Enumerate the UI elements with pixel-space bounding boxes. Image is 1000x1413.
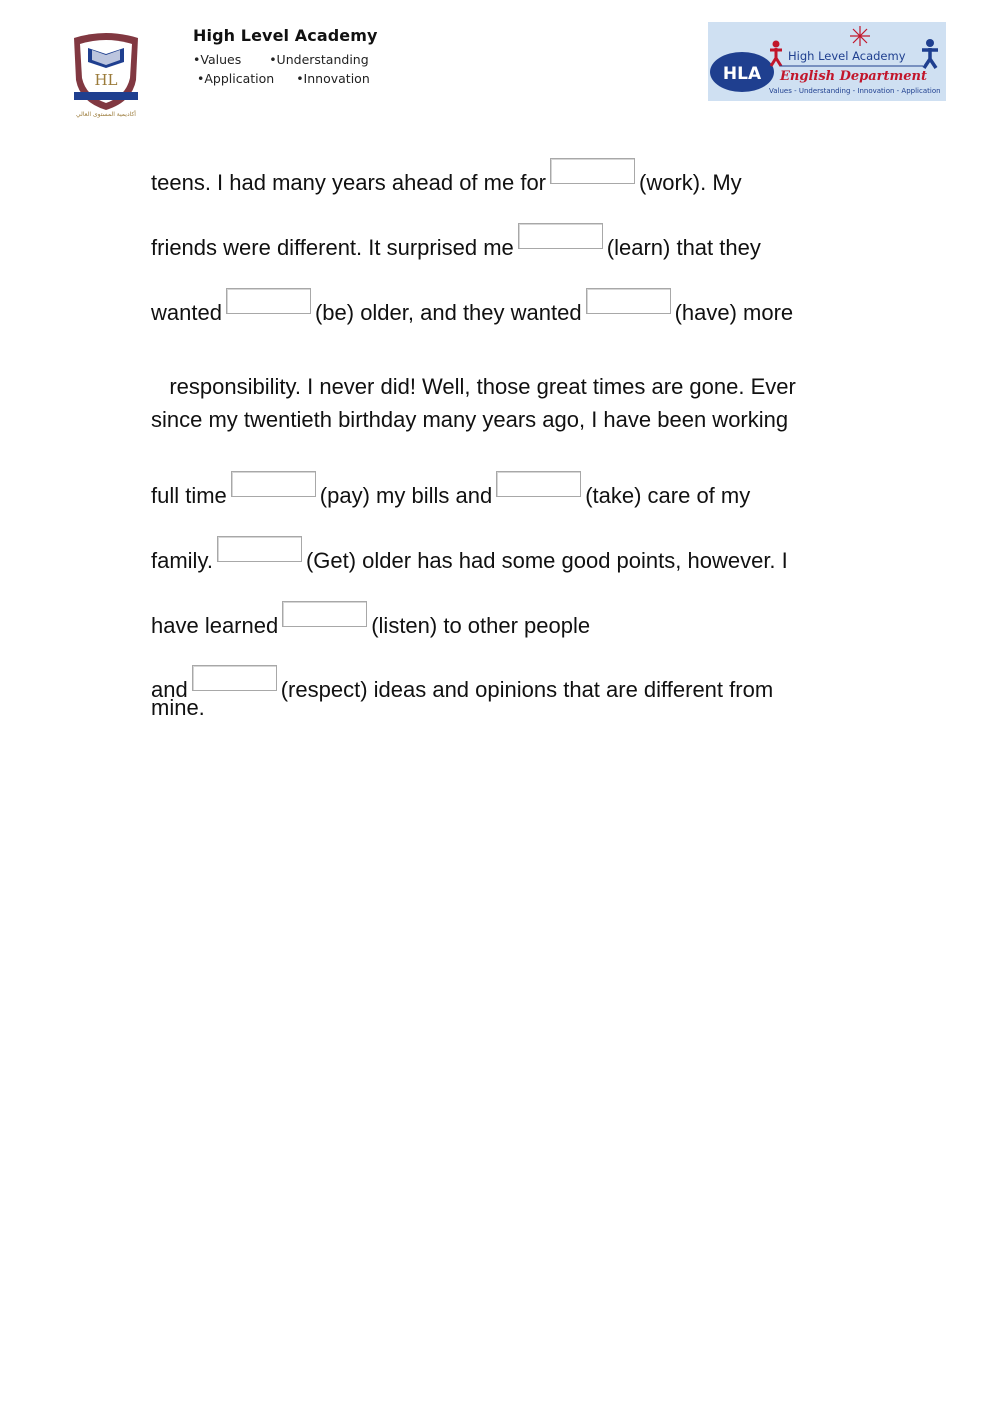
sentence-text: mine. (151, 695, 205, 720)
svg-text:HL: HL (94, 71, 118, 89)
answer-blank-listen[interactable] (282, 601, 367, 627)
sentence-text: (be) older, and they wanted (314, 300, 582, 325)
sentence-text: (learn) that they (606, 235, 761, 260)
answer-blank-take[interactable] (496, 471, 581, 497)
exercise-line-10 (151, 695, 205, 721)
answer-blank-respect[interactable] (192, 665, 277, 691)
school-values (193, 50, 378, 88)
sentence-text: full time (151, 483, 227, 508)
sentence-text: wanted (151, 300, 222, 325)
exercise-line-2 (151, 223, 761, 261)
sentence-text: (pay) my bills and (319, 483, 493, 508)
answer-blank-learn[interactable] (518, 223, 603, 249)
answer-blank-get[interactable] (217, 536, 302, 562)
sentence-text: have learned (151, 613, 279, 638)
exercise-line-3 (151, 288, 793, 326)
sentence-text: (listen) to other people (371, 613, 591, 638)
exercise-line-5 (151, 407, 788, 433)
exercise-line-6 (151, 471, 750, 509)
answer-blank-work[interactable] (550, 158, 635, 184)
exercise-line-1 (151, 158, 742, 196)
exercise-line-4 (151, 348, 796, 400)
sentence-text: family. (151, 548, 213, 573)
value-item: •Values (193, 52, 242, 67)
sentence-text: since my twentieth birthday many years ago, I have been working (151, 407, 789, 432)
svg-text:Values - Understanding - Innov: Values - Understanding - Innovation - Application (769, 87, 941, 95)
hla-english-department-logo (708, 22, 946, 101)
school-header (193, 26, 378, 88)
answer-blank-be[interactable] (226, 288, 311, 314)
sentence-text: (take) care of my (585, 483, 751, 508)
academy-crest-logo (68, 30, 144, 128)
sentence-text: (respect) ideas and opinions that are different from (280, 677, 774, 702)
sentence-text: and (151, 677, 188, 702)
answer-blank-pay[interactable] (231, 471, 316, 497)
school-name: High Level Academy (193, 26, 378, 45)
sentence-text: (work). My (639, 170, 742, 195)
sentence-text: responsibility. I never did! Well, those great times are gone. Ever (163, 374, 796, 399)
values-row-2 (193, 69, 378, 88)
value-item: •Innovation (296, 71, 370, 86)
svg-text:English Department: English Department (780, 69, 928, 84)
svg-text:High Level Academy: High Level Academy (788, 49, 906, 63)
sentence-text: friends were different. It surprised me (151, 235, 514, 260)
sentence-text: teens. I had many years ahead of me for (151, 170, 547, 195)
value-item: •Application (197, 71, 275, 86)
answer-blank-have[interactable] (586, 288, 671, 314)
exercise-line-9 (151, 665, 773, 703)
svg-text:أكاديمية المستوى العالي: أكاديمية المستوى العالي (76, 111, 136, 118)
value-item: •Understanding (269, 52, 369, 67)
sentence-text: (Get) older has had some good points, however. I (305, 548, 788, 573)
exercise-line-8 (151, 601, 590, 639)
exercise-line-7 (151, 536, 788, 574)
svg-text:HLA: HLA (722, 64, 762, 84)
sentence-text: (have) more (674, 300, 794, 325)
values-row-1 (193, 50, 378, 69)
